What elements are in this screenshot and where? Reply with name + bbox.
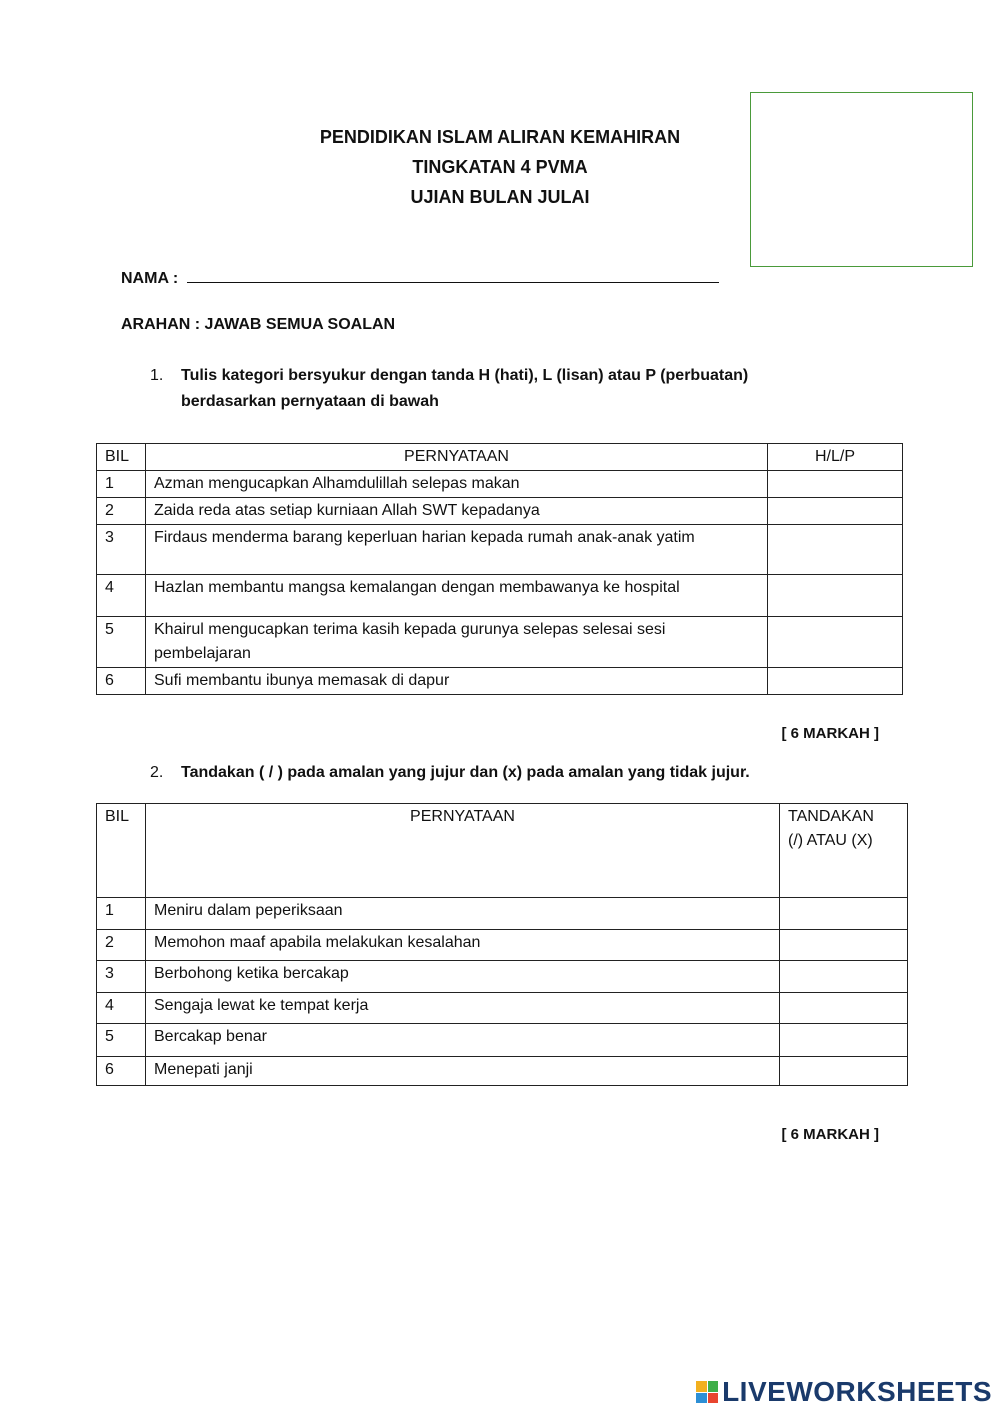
answer-cell[interactable]: [768, 617, 903, 668]
header-hlp: H/L/P: [768, 444, 903, 471]
answer-cell[interactable]: [768, 471, 903, 498]
title-line-3: UJIAN BULAN JULAI: [410, 187, 590, 207]
header-pernyataan: PERNYATAAN: [146, 804, 780, 898]
row-bil: 4: [97, 993, 146, 1024]
table-row: [97, 1024, 908, 1057]
row-bil: 3: [97, 961, 146, 993]
header-bil: BIL: [97, 804, 146, 898]
question-2: [150, 760, 870, 786]
table-row: [97, 961, 908, 993]
row-bil: 5: [97, 617, 146, 668]
table-row: [97, 898, 908, 930]
table-row: [97, 668, 903, 695]
title-line-1: PENDIDIKAN ISLAM ALIRAN KEMAHIRAN: [319, 127, 681, 147]
row-statement: Meniru dalam peperiksaan: [146, 898, 780, 930]
row-bil: 2: [97, 498, 146, 525]
question-1-marks: [ 6 MARKAH ]: [781, 725, 879, 742]
row-bil: 1: [97, 471, 146, 498]
row-bil: 3: [97, 525, 146, 575]
answer-cell[interactable]: [768, 575, 903, 617]
answer-cell[interactable]: [768, 668, 903, 695]
name-field-row: [121, 266, 719, 288]
name-label: NAMA :: [121, 270, 179, 287]
brand-name: LIVEWORKSHEETS: [722, 1376, 992, 1407]
answer-cell[interactable]: [768, 525, 903, 575]
row-bil: 1: [97, 898, 146, 930]
answer-cell[interactable]: [780, 961, 908, 993]
header-pernyataan: PERNYATAAN: [146, 444, 768, 471]
liveworksheets-logo-icon: [696, 1381, 718, 1403]
question-2-text: Tandakan ( / ) pada amalan yang jujur dan (x) pada amalan yang tidak jujur.: [181, 764, 750, 781]
question-1: [150, 363, 850, 415]
row-bil: 6: [97, 668, 146, 695]
row-statement: Khairul mengucapkan terima kasih kepada gurunya selepas selesai sesi pembelajaran: [146, 617, 768, 668]
question-1-text: Tulis kategori bersyukur dengan tanda H (hati), L (lisan) atau P (perbuatan) berdasarkan pernyataan di bawah: [181, 367, 749, 410]
liveworksheets-logo[interactable]: [696, 1376, 992, 1408]
question-2-marks: [ 6 MARKAH ]: [781, 1126, 879, 1143]
answer-cell[interactable]: [780, 898, 908, 930]
table-row: [97, 498, 903, 525]
table-row: [97, 525, 903, 575]
answer-cell[interactable]: [780, 930, 908, 961]
title-line-2: TINGKATAN 4 PVMA: [412, 157, 588, 177]
table-row: [97, 617, 903, 668]
answer-cell[interactable]: [780, 993, 908, 1024]
table-header-row: [97, 804, 908, 898]
row-statement: Berbohong ketika bercakap: [146, 961, 780, 993]
row-bil: 4: [97, 575, 146, 617]
row-statement: Menepati janji: [146, 1057, 780, 1086]
header-bil: BIL: [97, 444, 146, 471]
row-statement: Sengaja lewat ke tempat kerja: [146, 993, 780, 1024]
document-title: [200, 122, 800, 212]
answer-cell[interactable]: [780, 1024, 908, 1057]
row-statement: Hazlan membantu mangsa kemalangan dengan membawanya ke hospital: [146, 575, 768, 617]
table-row: [97, 1057, 908, 1086]
row-statement: Sufi membantu ibunya memasak di dapur: [146, 668, 768, 695]
question-2-table: [96, 803, 908, 1086]
row-statement: Zaida reda atas setiap kurniaan Allah SWT kepadanya: [146, 498, 768, 525]
row-statement: Firdaus menderma barang keperluan harian kepada rumah anak-anak yatim: [146, 525, 768, 575]
row-statement: Bercakap benar: [146, 1024, 780, 1057]
header-tandakan: [780, 804, 908, 898]
table-row: [97, 575, 903, 617]
question-1-table: [96, 443, 903, 695]
row-bil: 6: [97, 1057, 146, 1086]
header-tandakan-line-2: (/) ATAU (X): [788, 832, 873, 849]
row-bil: 5: [97, 1024, 146, 1057]
table-row: [97, 993, 908, 1024]
row-statement: Azman mengucapkan Alhamdulillah selepas makan: [146, 471, 768, 498]
table-row: [97, 930, 908, 961]
instruction: ARAHAN : JAWAB SEMUA SOALAN: [121, 316, 396, 333]
row-bil: 2: [97, 930, 146, 961]
question-1-number: 1.: [150, 367, 164, 384]
answer-cell[interactable]: [768, 498, 903, 525]
question-2-number: 2.: [150, 764, 164, 781]
name-input-line[interactable]: [187, 266, 719, 283]
table-header-row: [97, 444, 903, 471]
header-tandakan-line-1: TANDAKAN: [788, 808, 874, 825]
answer-cell[interactable]: [780, 1057, 908, 1086]
table-row: [97, 471, 903, 498]
row-statement: Memohon maaf apabila melakukan kesalahan: [146, 930, 780, 961]
